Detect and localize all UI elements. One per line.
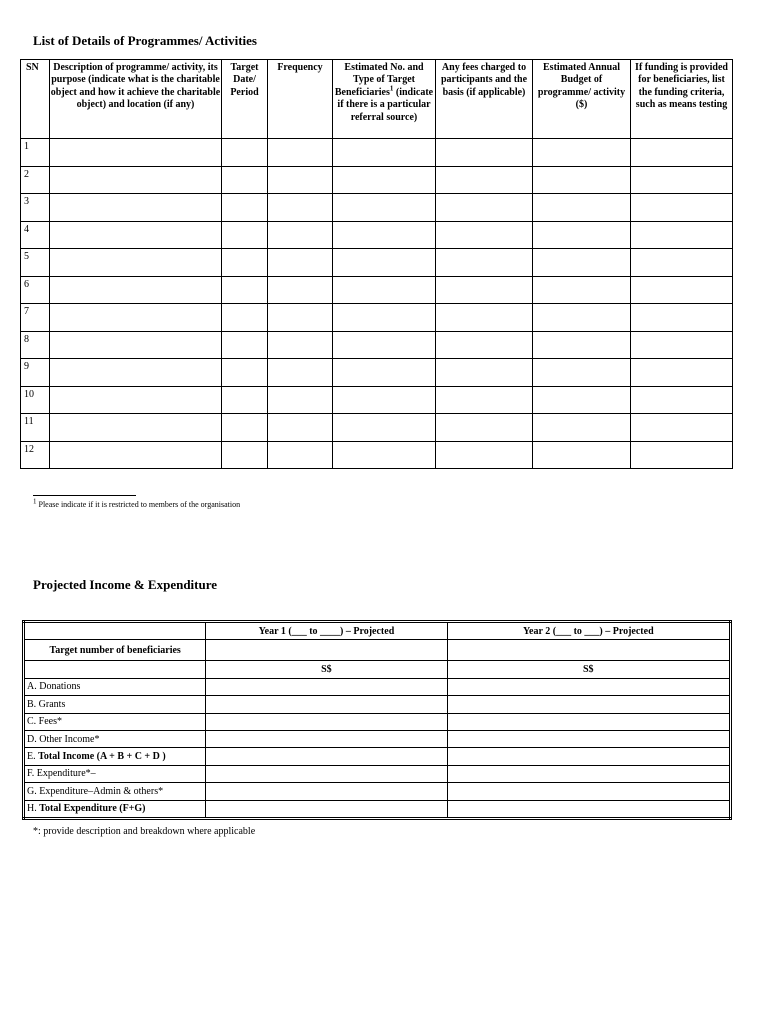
income-row-text: Total Expenditure (F+G) <box>39 803 146 815</box>
programme-cell[interactable] <box>436 386 533 414</box>
programme-cell[interactable] <box>631 139 733 167</box>
row-number: 9 <box>21 359 50 387</box>
programme-cell[interactable] <box>222 139 268 167</box>
programme-row <box>21 221 733 249</box>
programmes-body <box>21 139 733 469</box>
income-row <box>24 678 731 695</box>
programme-cell[interactable] <box>631 194 733 222</box>
programme-cell[interactable] <box>268 194 333 222</box>
programme-cell[interactable] <box>436 194 533 222</box>
header-description: Description of programme/ activity, its purpose (indicate what is the charitable object and how it achieve the charitable object) and location (if any) <box>50 60 222 139</box>
income-row-label <box>24 696 206 713</box>
programme-cell[interactable] <box>50 386 222 414</box>
income-row-label <box>24 765 206 782</box>
programme-cell[interactable] <box>268 386 333 414</box>
programme-cell[interactable] <box>50 331 222 359</box>
programme-cell[interactable] <box>268 331 333 359</box>
programme-cell[interactable] <box>436 139 533 167</box>
currency-row <box>24 661 731 678</box>
year2-value-cell[interactable] <box>447 696 730 713</box>
programme-cell[interactable] <box>333 359 436 387</box>
programme-cell[interactable] <box>268 221 333 249</box>
row-number: 8 <box>21 331 50 359</box>
programme-cell[interactable] <box>533 304 631 332</box>
row-number: 10 <box>21 386 50 414</box>
income-row <box>24 748 731 765</box>
header-fees: Any fees charged to participants and the basis (if applicable) <box>436 60 533 139</box>
programme-row <box>21 359 733 387</box>
programme-cell[interactable] <box>533 331 631 359</box>
income-row-label <box>24 730 206 747</box>
year1-value-cell[interactable] <box>206 800 447 818</box>
row-number: 6 <box>21 276 50 304</box>
row-number: 4 <box>21 221 50 249</box>
income-row <box>24 713 731 730</box>
programme-cell[interactable] <box>50 221 222 249</box>
programme-cell[interactable] <box>631 276 733 304</box>
programme-cell[interactable] <box>222 359 268 387</box>
programme-cell[interactable] <box>50 414 222 442</box>
blank-cell <box>24 661 206 678</box>
programme-cell[interactable] <box>333 441 436 469</box>
programme-cell[interactable] <box>436 441 533 469</box>
programme-cell[interactable] <box>631 414 733 442</box>
programme-cell[interactable] <box>50 276 222 304</box>
year1-value-cell[interactable] <box>206 678 447 695</box>
row-number: 5 <box>21 249 50 277</box>
programme-cell[interactable] <box>222 414 268 442</box>
year2-currency: S$ <box>447 661 730 678</box>
footnote <box>33 497 241 509</box>
programme-cell[interactable] <box>631 304 733 332</box>
header-beneficiaries-note: (indicate if there is a particular referral source) <box>337 86 434 123</box>
programme-cell[interactable] <box>436 359 533 387</box>
year1-value-cell[interactable] <box>206 730 447 747</box>
year1-value-cell[interactable] <box>206 713 447 730</box>
income-row-label <box>24 713 206 730</box>
programme-row <box>21 194 733 222</box>
programmes-table <box>20 59 733 469</box>
year1-value-cell[interactable] <box>206 765 447 782</box>
target-row <box>24 640 731 661</box>
programme-cell[interactable] <box>533 194 631 222</box>
year1-currency: S$ <box>206 661 447 678</box>
year2-value-cell[interactable] <box>447 800 730 818</box>
programmes-title: List of Details of Programmes/ Activities <box>33 33 257 48</box>
programme-cell[interactable] <box>333 386 436 414</box>
target-beneficiaries-label: Target number of beneficiaries <box>24 640 206 661</box>
programme-cell[interactable] <box>436 249 533 277</box>
programme-cell[interactable] <box>50 249 222 277</box>
header-beneficiaries <box>333 60 436 139</box>
programme-cell[interactable] <box>631 331 733 359</box>
programme-cell[interactable] <box>222 166 268 194</box>
programme-cell[interactable] <box>631 249 733 277</box>
programme-cell[interactable] <box>533 139 631 167</box>
programme-cell[interactable] <box>222 331 268 359</box>
programme-row <box>21 139 733 167</box>
programme-cell[interactable] <box>631 359 733 387</box>
programme-cell[interactable] <box>436 221 533 249</box>
header-beneficiaries-text: Estimated No. and Type of Target Beneficiaries <box>334 62 424 98</box>
programme-cell[interactable] <box>333 276 436 304</box>
programme-cell[interactable] <box>268 359 333 387</box>
programme-cell[interactable] <box>268 414 333 442</box>
footnote-mark: 1 <box>389 84 394 93</box>
income-row <box>24 800 731 818</box>
income-row-text: F. Expenditure*– <box>27 768 96 780</box>
year2-value-cell[interactable] <box>447 713 730 730</box>
programme-cell[interactable] <box>533 359 631 387</box>
programme-cell[interactable] <box>268 249 333 277</box>
programme-cell[interactable] <box>222 441 268 469</box>
programme-cell[interactable] <box>631 386 733 414</box>
programme-cell[interactable] <box>631 221 733 249</box>
programme-cell[interactable] <box>50 359 222 387</box>
projected-table <box>22 620 732 820</box>
programme-cell[interactable] <box>533 386 631 414</box>
header-budget: Estimated Annual Budget of programme/ activity ($) <box>533 60 631 139</box>
income-row <box>24 765 731 782</box>
programme-row <box>21 386 733 414</box>
programme-cell[interactable] <box>268 166 333 194</box>
programme-cell[interactable] <box>222 249 268 277</box>
programme-cell[interactable] <box>533 166 631 194</box>
year1-header: Year 1 (___ to ____) – Projected <box>206 622 447 640</box>
projected-title: Projected Income & Expenditure <box>33 577 218 592</box>
row-number: 3 <box>21 194 50 222</box>
year2-target-cell[interactable] <box>447 640 730 661</box>
header-sn: SN <box>21 60 50 139</box>
programme-cell[interactable] <box>436 276 533 304</box>
programme-cell[interactable] <box>631 441 733 469</box>
programme-cell[interactable] <box>631 166 733 194</box>
income-row-label <box>24 678 206 695</box>
programme-row <box>21 166 733 194</box>
programme-cell[interactable] <box>222 194 268 222</box>
programme-cell[interactable] <box>333 249 436 277</box>
programme-cell[interactable] <box>333 414 436 442</box>
breakdown-note: *: provide description and breakdown where applicable <box>33 826 256 837</box>
programmes-header-row <box>21 60 733 139</box>
programme-cell[interactable] <box>268 139 333 167</box>
programme-row <box>21 276 733 304</box>
year-header-row <box>24 622 731 640</box>
income-row-label <box>24 800 206 818</box>
income-row-label <box>24 783 206 800</box>
income-row-text: D. Other Income* <box>27 733 100 745</box>
programme-cell[interactable] <box>50 139 222 167</box>
income-row-label <box>24 748 206 765</box>
programme-row <box>21 414 733 442</box>
programme-cell[interactable] <box>333 221 436 249</box>
blank-cell <box>24 622 206 640</box>
programme-cell[interactable] <box>333 194 436 222</box>
programme-cell[interactable] <box>333 166 436 194</box>
programme-cell[interactable] <box>268 441 333 469</box>
year2-value-cell[interactable] <box>447 765 730 782</box>
income-row-prefix: H. <box>27 803 40 815</box>
programme-row <box>21 249 733 277</box>
header-target-date: Target Date/ Period <box>222 60 268 139</box>
year1-value-cell[interactable] <box>206 696 447 713</box>
programme-row <box>21 441 733 469</box>
year1-value-cell[interactable] <box>206 783 447 800</box>
row-number: 7 <box>21 304 50 332</box>
income-row <box>24 696 731 713</box>
programme-cell[interactable] <box>222 221 268 249</box>
programme-cell[interactable] <box>436 414 533 442</box>
programme-cell[interactable] <box>533 249 631 277</box>
programme-cell[interactable] <box>268 276 333 304</box>
income-row-text: B. Grants <box>27 698 66 710</box>
year2-value-cell[interactable] <box>447 730 730 747</box>
year2-value-cell[interactable] <box>447 783 730 800</box>
income-row <box>24 730 731 747</box>
row-number: 11 <box>21 414 50 442</box>
programme-cell[interactable] <box>50 304 222 332</box>
programme-cell[interactable] <box>50 441 222 469</box>
income-row-text: G. Expenditure–Admin & others* <box>27 785 164 797</box>
income-row <box>24 783 731 800</box>
footnote-divider <box>33 495 136 496</box>
programme-cell[interactable] <box>533 276 631 304</box>
programme-cell[interactable] <box>333 139 436 167</box>
programme-cell[interactable] <box>222 304 268 332</box>
programme-cell[interactable] <box>50 166 222 194</box>
programme-cell[interactable] <box>533 441 631 469</box>
row-number: 2 <box>21 166 50 194</box>
header-frequency: Frequency <box>268 60 333 139</box>
programme-cell[interactable] <box>533 414 631 442</box>
year1-value-cell[interactable] <box>206 748 447 765</box>
income-row-text: C. Fees* <box>27 716 62 728</box>
programme-cell[interactable] <box>268 304 333 332</box>
footnote-number: 1 <box>33 497 37 506</box>
year1-target-cell[interactable] <box>206 640 447 661</box>
income-row-text: Total Income (A + B + C + D ) <box>38 751 166 763</box>
header-funding-criteria: If funding is provided for beneficiaries, list the funding criteria, such as means testing <box>631 60 733 139</box>
programme-cell[interactable] <box>436 331 533 359</box>
programme-cell[interactable] <box>222 386 268 414</box>
programme-cell[interactable] <box>222 276 268 304</box>
programme-cell[interactable] <box>436 304 533 332</box>
income-row-prefix: E. <box>27 751 39 763</box>
row-number: 12 <box>21 441 50 469</box>
footnote-text: Please indicate if it is restricted to members of the organisation <box>38 500 241 509</box>
programme-cell[interactable] <box>533 221 631 249</box>
programme-cell[interactable] <box>436 166 533 194</box>
programme-cell[interactable] <box>333 331 436 359</box>
programme-cell[interactable] <box>333 304 436 332</box>
row-number: 1 <box>21 139 50 167</box>
year2-value-cell[interactable] <box>447 748 730 765</box>
programme-cell[interactable] <box>50 194 222 222</box>
year2-value-cell[interactable] <box>447 678 730 695</box>
programme-row <box>21 304 733 332</box>
income-row-text: A. Donations <box>27 681 81 693</box>
programme-row <box>21 331 733 359</box>
year2-header: Year 2 (___ to ___) – Projected <box>447 622 730 640</box>
